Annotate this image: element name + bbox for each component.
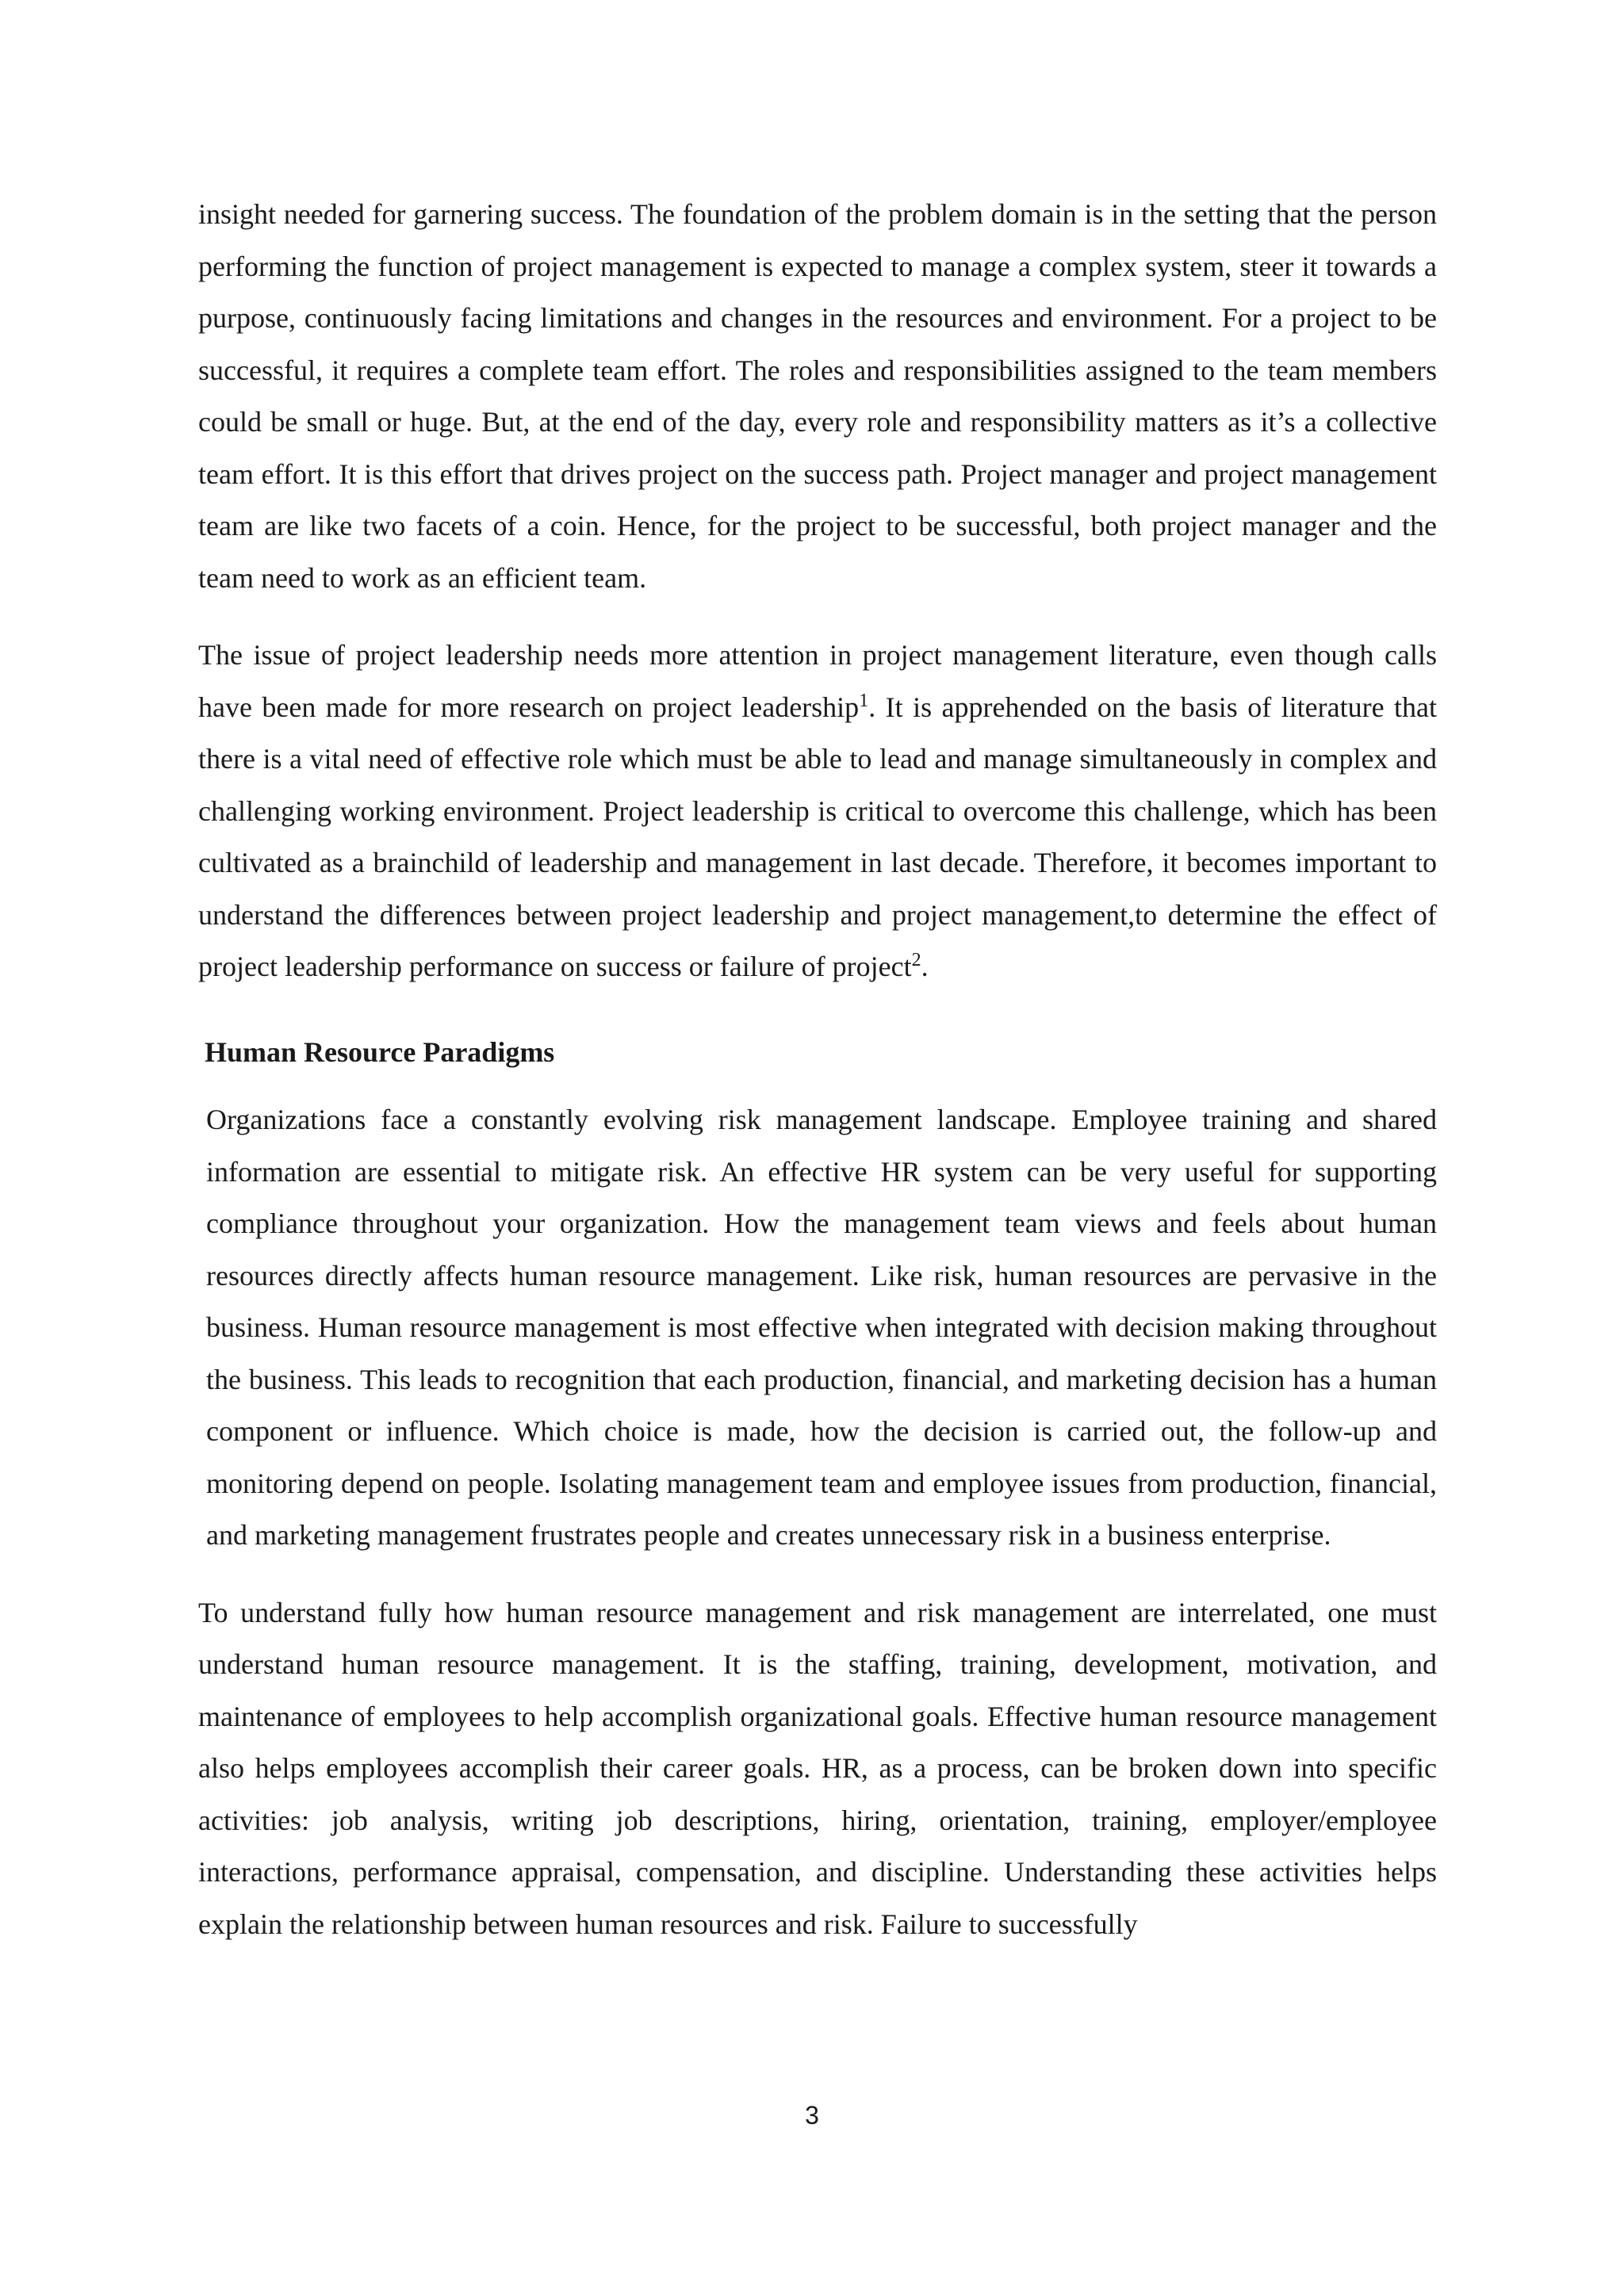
paragraph-hr-risk: To understand fully how human resource management and risk management are interrelated, one must understand human resource management. It is the staffing, training, development, motivation, and maintenance of employees to help accomplish organizational goals. Effective human resource management also helps employees accomplish their career goals. HR, as a process, can be broken down into specific activities: job analysis, writing job descriptions, hiring, orientation, training, employer/employee interactions, performance appraisal, compensation, and discipline. Understanding these activities helps explain the relationship between human resources and risk. Failure to successfully [198, 1596, 1437, 1940]
paragraph-project-leadership [198, 629, 1437, 993]
paragraph-text: . [921, 951, 929, 982]
body-text [198, 189, 1437, 1950]
section-heading: Human Resource Paradigms [205, 1035, 555, 1068]
paragraph-text: The issue of project leadership needs more attention in project management literature, even though calls have been made for more research on project leadership [198, 639, 1437, 723]
page-number: 3 [805, 2101, 819, 2130]
footnote-ref-2: 2 [911, 950, 921, 970]
paragraph-project-success: insight needed for garnering success. The foundation of the problem domain is in the setting that the person performing the function of project management is expected to manage a complex system, steer it towards a purpose, continuously facing limitations and changes in the resources and environment. For a project to be successful, it requires a complete team effort. The roles and responsibilities assigned to the team members could be small or huge. But, at the end of the day, every role and responsibility matters as it’s a collective team effort. It is this effort that drives project on the success path. Project manager and project management team are like two facets of a coin. Hence, for the project to be successful, both project manager and the team need to work as an efficient team. [198, 198, 1437, 594]
paragraph-text: . It is apprehended on the basis of literature that there is a vital need of effective role which must be able to lead and manage simultaneously in complex and challenging working environment. Project leadership is critical to overcome this challenge, which has been cultivated as a brainchild of leadership and management in last decade. Therefore, it becomes important to understand the differences between project leadership and project management,to determine the effect of project leadership performance on success or failure of project [198, 691, 1437, 982]
paragraph-risk-landscape: Organizations face a constantly evolving risk management landscape. Employee training and shared information are essential to mitigate risk. An effective HR system can be very useful for supporting compliance throughout your organization. How the management team views and feels about human resources directly affects human resource management. Like risk, human resources are pervasive in the business. Human resource management is most effective when integrated with decision making throughout the business. This leads to recognition that each production, financial, and marketing decision has a human component or influence. Which choice is made, how the decision is carried out, the follow-up and monitoring depend on people. Isolating management team and employee issues from production, financial, and marketing management frustrates people and creates unnecessary risk in a business enterprise. [206, 1104, 1437, 1551]
footnote-ref-1: 1 [859, 690, 869, 711]
